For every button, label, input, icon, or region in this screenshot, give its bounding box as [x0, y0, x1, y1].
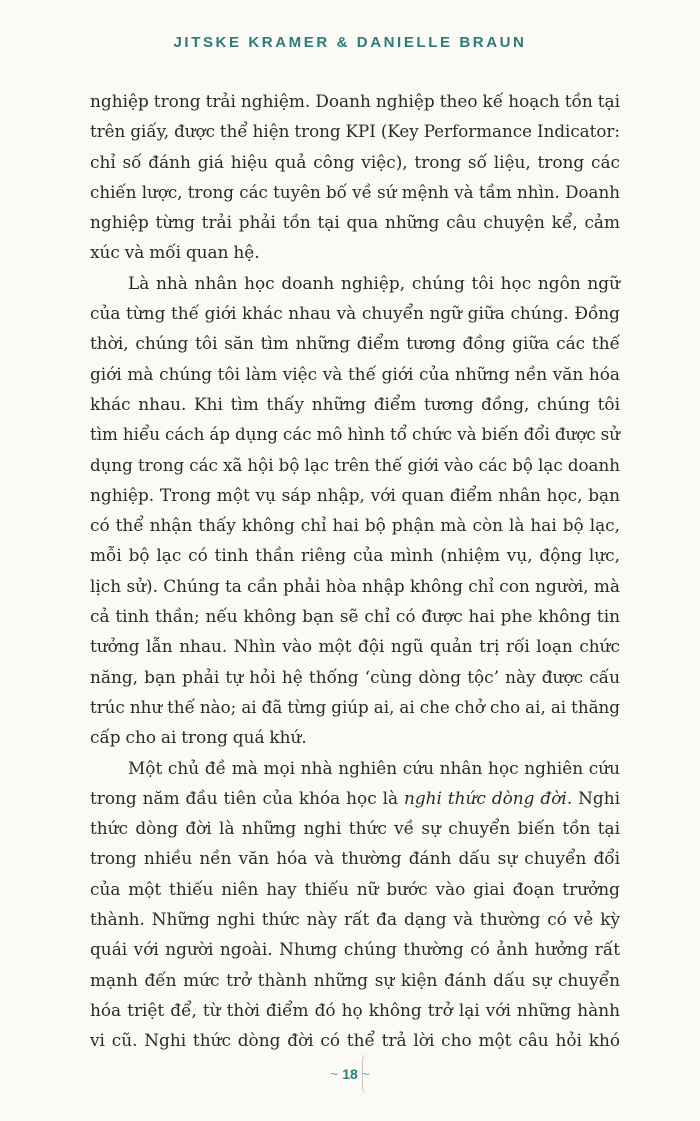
text-line: nghiệp. Trong một vụ sáp nhập, với quan điểm nhân học, bạn	[90, 484, 620, 505]
text-line: tìm hiểu cách áp dụng các mô hình tổ chức và biến đổi được sử	[90, 424, 620, 445]
text-line: chỉ số đánh giá hiệu quả công việc), trong số liệu, trong các	[90, 151, 620, 172]
text-line: tưởng lẫn nhau. Nhìn vào một đội ngũ quản trị rối loạn chức	[90, 636, 620, 657]
italic-term: nghi thức dòng đời	[403, 787, 567, 808]
text-line-with-italic	[90, 783, 620, 813]
text-line: giới mà chúng tôi làm việc và thế giới của những nền văn hóa	[90, 363, 620, 384]
text-fragment: . Nghi	[566, 787, 620, 808]
text-line: thời, chúng tôi săn tìm những điểm tương đồng giữa các thế	[90, 333, 620, 354]
page-number	[0, 1066, 700, 1082]
text-line: năng, bạn phải tự hỏi hệ thống ‘cùng dòng tộc’ này được cấu	[90, 666, 620, 687]
text-line: của một thiếu niên hay thiếu nữ bước vào giai đoạn trưởng	[90, 878, 620, 899]
text-fragment: trong năm đầu tiên của khóa học là	[90, 787, 404, 808]
text-line: Là nhà nhân học doanh nghiệp, chúng tôi học ngôn ngữ	[128, 272, 620, 293]
text-line: chiến lược, trong các tuyên bố về sứ mệnh và tầm nhìn. Doanh	[90, 181, 620, 202]
folio-left-mark: ~	[330, 1066, 339, 1082]
text-line: trong nhiều nền văn hóa và thường đánh dấu sự chuyển đổi	[90, 848, 620, 869]
text-line: của từng thế giới khác nhau và chuyển ngữ giữa chúng. Đồng	[90, 303, 620, 324]
text-line: vi cũ. Nghi thức dòng đời có thể trả lời cho một câu hỏi khó	[90, 1030, 620, 1051]
text-line: thành. Những nghi thức này rất đa dạng và thường có vẻ kỳ	[90, 909, 620, 930]
text-line: nghiệp trong trải nghiệm. Doanh nghiệp theo kế hoạch tồn tại	[90, 91, 620, 111]
text-line: có thể nhận thấy không chỉ hai bộ phận mà còn là hai bộ lạc,	[90, 515, 620, 536]
text-line: Một chủ đề mà mọi nhà nghiên cứu nhân học nghiên cứu	[128, 757, 620, 778]
text-line: thức dòng đời là những nghi thức về sự chuyển biến tồn tại	[90, 818, 620, 839]
text-line: mạnh đến mức trở thành những sự kiện đánh dấu sự chuyển	[90, 969, 620, 990]
text-line: hóa triệt để, từ thời điểm đó họ không trở lại với những hành	[90, 999, 620, 1020]
text-line: nghiệp từng trải phải tồn tại qua những câu chuyện kể, cảm	[90, 212, 620, 233]
text-line: quái với người ngoài. Nhưng chúng thường có ảnh hưởng rất	[90, 939, 620, 960]
text-line: xúc và mối quan hệ.	[90, 242, 260, 263]
text-line: dụng trong các xã hội bộ lạc trên thế giới vào các bộ lạc doanh	[90, 454, 620, 475]
text-line: mỗi bộ lạc có tinh thần riêng của mình (nhiệm vụ, động lực,	[90, 545, 620, 566]
text-line: cả tinh thần; nếu không bạn sẽ chỉ có được hai phe không tin	[90, 606, 620, 627]
text-line: lịch sử). Chúng ta cần phải hòa nhập không chỉ con người, mà	[90, 575, 620, 596]
text-line: khác nhau. Khi tìm thấy những điểm tương đồng, chúng tôi	[90, 393, 620, 414]
text-line: cấp cho ai trong quá khứ.	[90, 727, 307, 748]
page-number-value: 18	[342, 1066, 358, 1082]
text-line: trúc như thế nào; ai đã từng giúp ai, ai che chở cho ai, ai thăng	[90, 696, 620, 717]
folio-right-mark: ~	[361, 1066, 370, 1082]
running-head: JITSKE KRAMER & DANIELLE BRAUN	[173, 34, 527, 51]
body-text	[90, 86, 620, 1056]
text-line: trên giấy, được thể hiện trong KPI (Key Performance Indicator:	[90, 121, 620, 142]
